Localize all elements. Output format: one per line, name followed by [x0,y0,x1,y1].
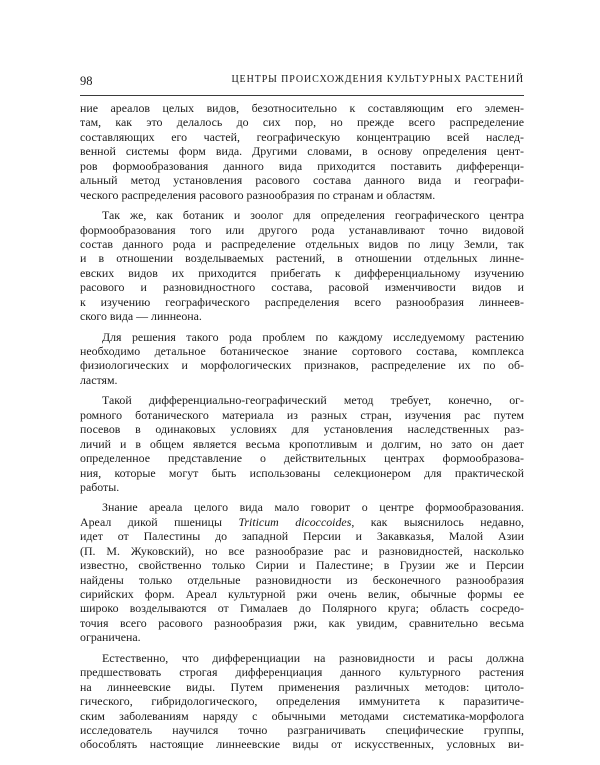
text-line: на линнеевские виды. Путем применения различных методов: цитоло- [80,679,524,694]
header-rule [80,95,524,96]
text-line-with-latin-name: Ареал дикой пшеницы Triticum dicoccoides, как выяснилось недавно, [80,514,524,529]
text-line: к изучению географического распределения всего разнообразия линнеев- [80,294,524,309]
text-line: ния, которые могут быть использованы селекционером для практической [80,465,524,480]
paragraph-6 [80,651,524,752]
text-line: ластям. [80,372,118,387]
text-line: ческого распределения расового разнообразия по странам и областям. [80,187,436,202]
text-line: евских видов их приходится прибегать к дифференциальному изучению [80,265,524,280]
page-header [80,74,524,92]
running-title: ЦЕНТРЫ ПРОИСХОЖДЕНИЯ КУЛЬТУРНЫХ РАСТЕНИЙ [231,74,524,85]
text-line: сирийских форм. Ареал культурной ржи очень велик, обычные формы ее [80,587,524,601]
paragraph-4 [80,393,524,494]
text-line: известно, свойственно только Сирии и Палестине; в Грузии же и Персии [80,558,524,573]
text-line: Естественно, что дифференциации на разновидности и расы должна [102,650,524,665]
text-line: посевов в одинаковых условиях для установления наследственных раз- [80,422,524,437]
text-line: венной системы форм вида. Другими словами, в основу определения цент- [80,144,524,159]
text-line: необходимо детальное ботаническое знание сортового состава, комплекса [80,344,524,358]
text-line: широко возделываются от Гималаев до Полярного круга; область сосредо- [80,601,524,616]
text-line: альный метод установления расового состава данного вида и географи- [80,173,524,188]
text-line: гического, гибридологического, определения иммунитета к паразитиче- [80,694,524,709]
text-line: расового и разновидностного состава, расовой изменчивости видов и [80,280,524,295]
paragraph-1 [80,101,524,202]
text-line: и в отношении возделываемых растений, в отношении отдельных линне- [80,251,524,266]
text-line: физиологических и морфологических признаков, распределение их по об- [80,358,524,373]
text-line: ограничена. [80,630,141,645]
text-line: обособлять настоящие линнеевские виды от искусственных, условных ви- [80,737,524,752]
text-line: ского вида — линнеона. [80,309,202,324]
text-line: ние ареалов целых видов, безотносительно к составляющим его элемен- [80,101,524,115]
text-line: (П. М. Жуковский), но все разнообразие рас и разновидностей, насколько [80,543,524,558]
text-line: там, как это делалось до сих пор, но прежде всего распределение [80,115,524,130]
text-line: Знание ареала целого вида мало говорит о центре формообразования. [102,500,524,515]
page-number: 98 [80,74,93,88]
text-line: предшествовать строгая дифференциация данного культурного растения [80,665,524,680]
paragraph-2 [80,208,524,324]
text-line: ским заболеваниям наряду с обычными методами систематика-морфолога [80,708,524,723]
text-line: составляющих его частей, географическую концентрацию всей наслед- [80,129,524,144]
text-line: исследователь научился точно разграничивать специфические группы, [80,722,524,737]
text-line: ромного ботанического материала из разных стран, изучения рас путем [80,407,524,422]
text-line: состав данного рода и распределение отдельных видов по лицу Земли, так [80,236,524,251]
text-line: найдены только отдельные разновидности из бесконечного разнообразия [80,572,524,587]
text-line: Такой дифференциально-географический метод требует, конечно, ог- [102,393,524,408]
text-line: ров формообразования данного вида приходится поставить дифференци- [80,158,524,173]
text-line: Для решения такого рода проблем по каждому исследуемому растению [102,329,524,344]
body-text [80,101,524,758]
text-line: определенное представление о действительных центрах формообразова- [80,451,524,466]
text-line: личий и в общем является весьма кропотливым и долгим, но зато он дает [80,436,524,451]
text-line: формообразования того или другого рода устанавливают точно видовой [80,222,524,237]
latin-species-name: Triticum dicoccoides [238,514,352,529]
paragraph-5 [80,500,524,644]
text-line: точия всего расового разнообразия ржи, как увидим, сравнительно весьма [80,615,524,630]
text-line: Так же, как ботаник и зоолог для определения географического центра [102,208,524,223]
text-line: идет от Палестины до западной Персии и Закавказья, Малой Азии [80,529,524,544]
text-line: работы. [80,479,120,494]
paragraph-3 [80,330,524,388]
